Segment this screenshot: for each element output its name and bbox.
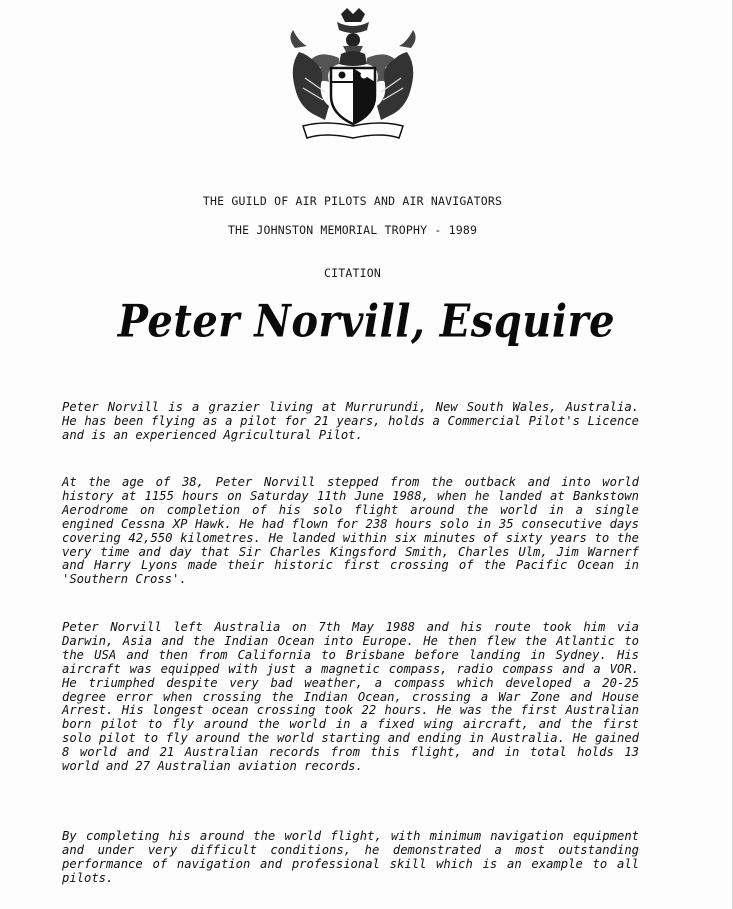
citation-paragraph-4: By completing his around the world flight, with minimum navigation equipment and under very difficult conditions, he demonstrated a most outstanding performance of navigation and professional skill which is an example to all pilots. [62,829,639,885]
recipient-name: Peter Norvill, Esquire [117,295,616,348]
guild-coat-of-arms [285,8,421,144]
citation-paragraph-1: Peter Norvill is a grazier living at Murrurundi, New South Wales, Australia. He has been flying as a pilot for 21 years, holds a Commercial Pilot's Licence and is an experienced Agricultural Pilot. [62,400,639,442]
guild-name-heading: THE GUILD OF AIR PILOTS AND AIR NAVIGATORS [202,194,503,208]
citation-paragraph-3: Peter Norvill left Australia on 7th May 1988 and his route took him via Darwin, Asia and the Indian Ocean into Europe. He then flew the Atlantic to the USA and then from California to Brisbane before landing in Sydney. His aircraft was equipped with just a magnetic compass, radio compass and a VOR. He triumphed despite very bad weather, a compass which developed a 20-25 degree error when crossing the Indian Ocean, crossing a War Zone and House Arrest. His longest ocean crossing took 22 hours. He was the first Australian born pilot to fly around the world in a fixed wing aircraft, and the first solo pilot to fly around the world starting and ending in Australia. He gained 8 world and 21 Australian records from this flight, and in total holds 13 world and 27 Australian aviation records. [62,620,639,774]
citation-paragraph-2: At the age of 38, Peter Norvill stepped from the outback and into world history at 1155 hours on Saturday 11th June 1988, when he landed at Bankstown Aerodrome on completion of his solo flight around the world in a single engined Cessna XP Hawk. He had flown for 238 hours solo in 35 consecutive days covering 42,550 kilometres. He landed within six minutes of sixty years to the very time and day that Sir Charles Kingsford Smith, Charles Ulm, Jim Warnerf and Harry Lyons made their historic first crossing of the Pacific Ocean in 'Southern Cross'. [62,475,639,587]
trophy-heading: THE JOHNSTON MEMORIAL TROPHY - 1989 [227,223,478,237]
citation-label: CITATION [324,266,381,280]
